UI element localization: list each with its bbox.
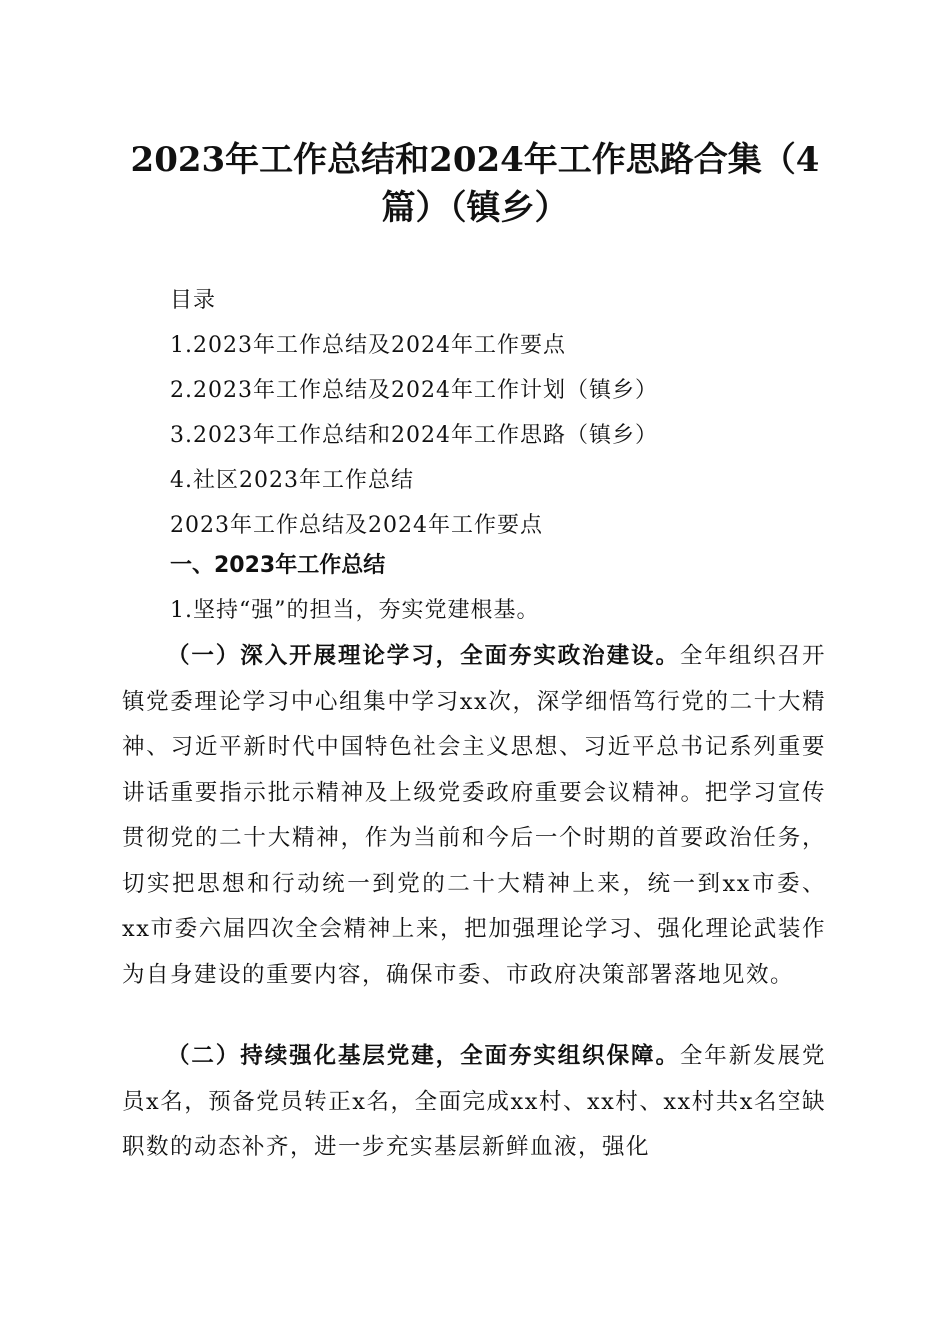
toc-item: 2.2023年工作总结及2024年工作计划（镇乡） (170, 378, 658, 403)
paragraph-lead: （一）深入开展理论学习，全面夯实政治建设。 (167, 643, 680, 669)
body-paragraph (122, 1034, 826, 1171)
paragraph-lead: （二）持续强化基层党建，全面夯实组织保障。 (167, 1043, 680, 1069)
toc-item: 4.社区2023年工作总结 (170, 468, 414, 493)
toc-item: 1.2023年工作总结及2024年工作要点 (170, 333, 566, 358)
table-of-contents (170, 278, 830, 548)
document-title: 2023年工作总结和2024年工作思路合集（4篇）（镇乡） (130, 140, 820, 228)
body-paragraph (122, 634, 826, 998)
paragraph-text: 全年组织召开镇党委理论学习中心组集中学习xx次，深学细悟笃行党的二十大精神、习近平新时代中国特色社会主义思想、习近平总书记系列重要讲话重要指示批示精神及上级党委政府重要会议精神。把学习宣传贯彻党的二十大精神，作为当前和今后一个时期的首要政治任务，切实把思想和行动统一到党的二十大精神上来，统一到xx市委、xx市委六届四次全会精神上来，把加强理论学习、强化理论武装作为自身建设的重要内容，确保市委、市政府决策部署落地见效。 (122, 643, 826, 988)
toc-heading: 目录 (170, 288, 217, 313)
sub-point-heading: 1.坚持“强”的担当，夯实党建根基。 (170, 598, 540, 623)
article-title: 2023年工作总结及2024年工作要点 (170, 513, 543, 538)
section-heading: 一、2023年工作总结 (170, 553, 386, 578)
toc-item: 3.2023年工作总结和2024年工作思路（镇乡） (170, 423, 658, 448)
paragraph-text: 全年新发展党员x名，预备党员转正x名，全面完成xx村、xx村、xx村共x名空缺职数的动态补齐，进一步充实基层新鲜血液，强化 (122, 1043, 826, 1160)
